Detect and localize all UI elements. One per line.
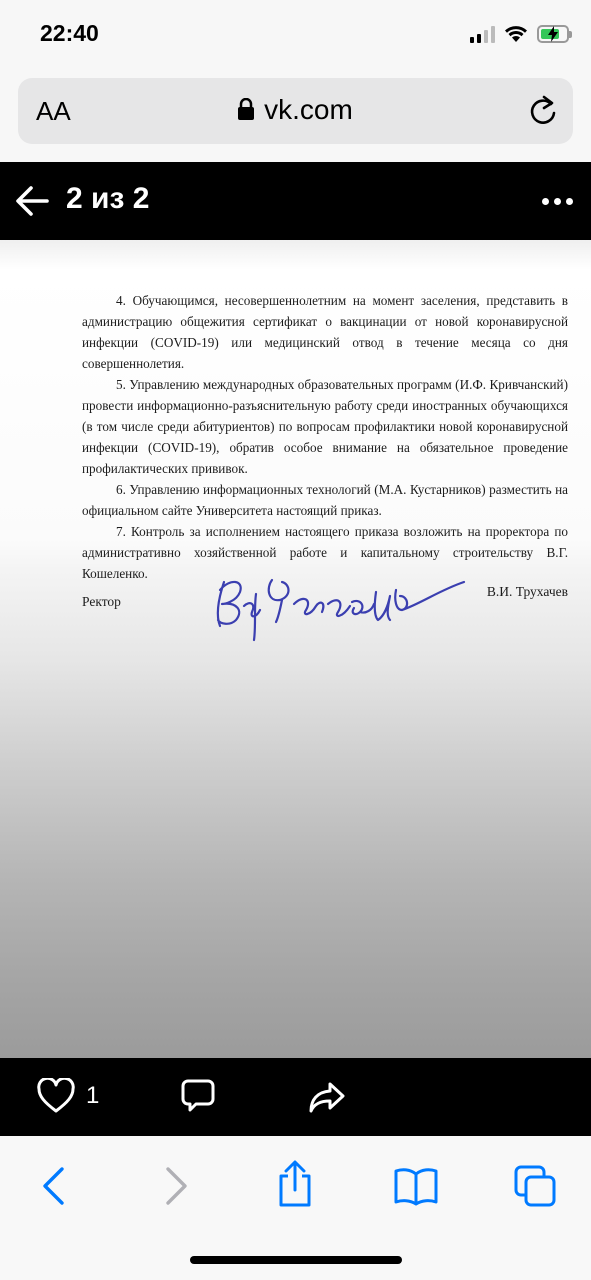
lock-icon (238, 98, 254, 120)
paragraph-4: 4. Обучающимся, несовершеннолетним на момент заселения, представить в администрацию общежития сертификат о вакцинации от новой коронавирусной инфекции (COVID-19) или медицинский отвод в течение месяца со дня совершеннолетия. (82, 293, 568, 371)
address-bar[interactable] (18, 78, 573, 144)
cellular-signal-icon (470, 25, 495, 43)
status-bar (0, 0, 591, 70)
share-sheet-icon[interactable] (275, 1160, 315, 1208)
battery-charging-icon (537, 25, 569, 43)
document-text (82, 290, 568, 584)
photo-viewer-header (0, 162, 591, 240)
like-count: 1 (86, 1082, 100, 1109)
paragraph-7: 7. Контроль за исполнением настоящего приказа возложить на проректора по административно хозяйственной работе и капитальному строительству В.Г. Кошеленко. (82, 524, 568, 581)
wifi-icon (503, 24, 529, 44)
url-display[interactable] (18, 94, 573, 126)
status-icons (470, 24, 569, 44)
browser-toolbar (0, 1136, 591, 1280)
signatory-name: В.И. Трухачев (486, 584, 568, 599)
forward-icon[interactable] (164, 1166, 190, 1206)
share-icon[interactable] (308, 1080, 346, 1114)
photo-action-bar (0, 1058, 591, 1136)
back-arrow-icon[interactable] (14, 184, 50, 218)
more-icon[interactable] (542, 198, 573, 205)
paragraph-5: 5. Управлению международных образовательных программ (И.Ф. Кривчанский) провести информационно-разъяснительную работу среди иностранных обучающихся (в том числе среди абитуриентов) по вопросам профилактики новой коронавирусной инфекции (COVID-19), обратив особое внимание на обязательное проведение профилактических прививок. (82, 377, 568, 476)
home-indicator[interactable] (190, 1256, 402, 1264)
photo-counter: 2 из 2 (66, 182, 150, 215)
reload-icon[interactable] (527, 93, 559, 127)
url-text: vk.com (264, 94, 353, 125)
document-photo (0, 240, 591, 1058)
tabs-icon[interactable] (513, 1164, 557, 1208)
paragraph-6: 6. Управлению информационных технологий (М.А. Кустарников) разместить на официальном сайте Университета настоящий приказ. (82, 482, 568, 518)
signatory-title: Ректор (82, 594, 121, 609)
bookmarks-icon[interactable] (393, 1166, 439, 1206)
browser-address-area (0, 70, 591, 162)
status-time: 22:40 (40, 20, 99, 46)
comment-icon[interactable] (180, 1078, 216, 1114)
text-size-button[interactable]: AA (36, 96, 71, 126)
back-icon[interactable] (40, 1166, 66, 1206)
heart-icon[interactable] (36, 1078, 76, 1114)
handwritten-signature (210, 560, 480, 650)
